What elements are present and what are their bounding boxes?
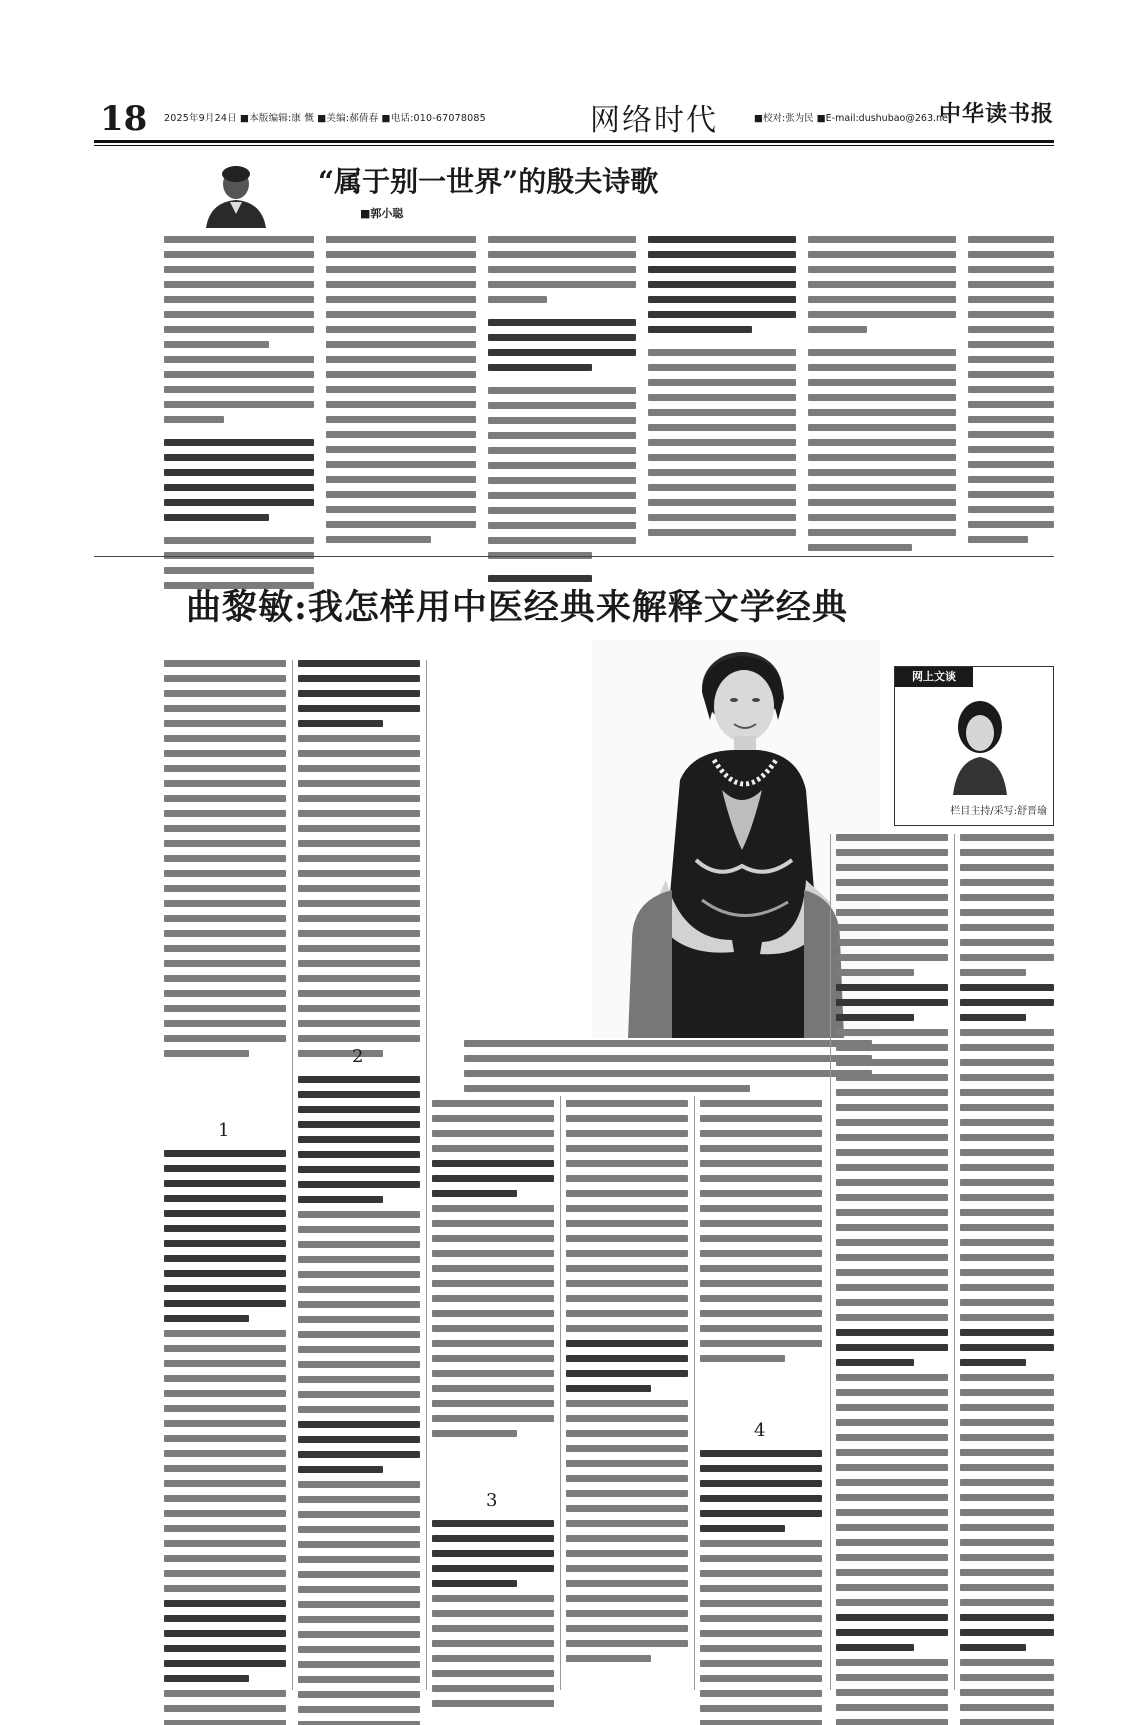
article1-column-2 bbox=[326, 236, 476, 551]
section-number-2: 2 bbox=[352, 1046, 364, 1067]
article2-column-3 bbox=[432, 1100, 554, 1445]
column-divider bbox=[954, 834, 955, 1690]
column-divider bbox=[426, 660, 427, 1690]
article2-column-2 bbox=[298, 660, 420, 1065]
article2-column-5 bbox=[700, 1100, 822, 1370]
column-divider bbox=[694, 1096, 695, 1690]
page-header bbox=[94, 95, 1054, 137]
article-divider bbox=[94, 556, 1054, 557]
article2-column-1 bbox=[164, 660, 286, 1065]
section-title: 网络时代 bbox=[590, 103, 718, 138]
article1-title: “属于别一世界”的殷夫诗歌 bbox=[318, 165, 659, 198]
article1-column-1 bbox=[164, 236, 314, 597]
author-portrait bbox=[196, 160, 272, 228]
article2-column-1-lower bbox=[164, 1150, 286, 1725]
page-number: 18 bbox=[100, 99, 148, 139]
article1-column-3 bbox=[488, 236, 636, 590]
article2-column-6 bbox=[836, 834, 948, 1725]
article2-column-2-lower bbox=[298, 1076, 420, 1725]
article1-column-6 bbox=[968, 236, 1054, 551]
photo-caption bbox=[464, 1040, 872, 1100]
column-divider bbox=[830, 834, 831, 1690]
column-box bbox=[894, 666, 1054, 826]
article2-column-4 bbox=[566, 1100, 688, 1670]
column-byline: 栏目主持/采写:舒晋瑜 bbox=[950, 806, 1047, 817]
column-divider bbox=[292, 660, 293, 1690]
article1-column-4 bbox=[648, 236, 796, 544]
article1-author: ■郭小聪 bbox=[360, 207, 404, 220]
newspaper-brand: 中华读书报 bbox=[938, 101, 1054, 127]
section-number-4: 4 bbox=[754, 1420, 766, 1441]
article2-column-7 bbox=[960, 834, 1054, 1725]
article2-column-5-lower bbox=[700, 1450, 822, 1725]
column-divider bbox=[560, 1096, 561, 1690]
article2-title: 曲黎敏:我怎样用中医经典来解释文学经典 bbox=[186, 587, 848, 628]
article1-column-5 bbox=[808, 236, 956, 559]
header-rule-thin bbox=[94, 145, 1054, 146]
host-portrait bbox=[945, 689, 1015, 795]
header-meta-left: 2025年9月24日 ■本版编辑:康 慨 ■美编:郝倩春 ■电话:010-67078085 bbox=[164, 113, 486, 124]
header-meta-right: ■校对:张为民 ■E-mail:dushubao@263.net bbox=[754, 113, 952, 124]
section-number-1: 1 bbox=[218, 1120, 230, 1141]
section-number-3: 3 bbox=[486, 1490, 498, 1511]
column-label: 网上文谈 bbox=[895, 667, 973, 687]
header-rule bbox=[94, 140, 1054, 143]
article2-column-3-lower bbox=[432, 1520, 554, 1715]
